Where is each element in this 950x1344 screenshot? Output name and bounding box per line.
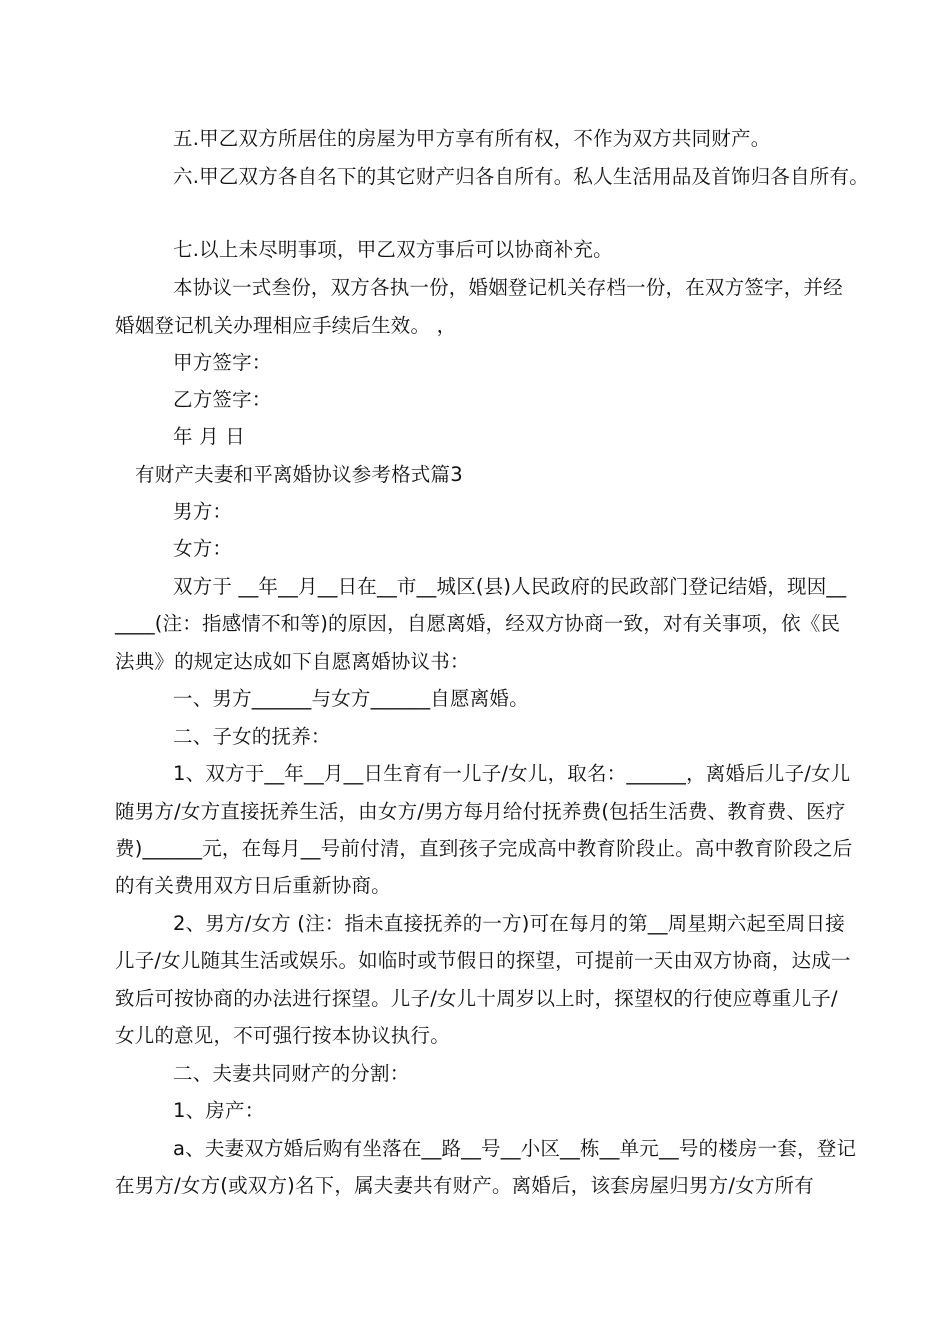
clause-6: 六.甲乙双方各自名下的其它财产归各自所有。私人生活用品及首饰归各自所有。 [173, 165, 869, 188]
child-item-1: 的有关费用双方日后重新协商。 [115, 874, 391, 897]
clause-child-custody: 二、子女的抚养： [173, 725, 331, 748]
child-item-1: 随男方/女方直接抚养生活，由女方/男方每月给付抚养费(包括生活费、教育费、医疗 [115, 800, 846, 823]
female-party: 女方： [173, 537, 233, 560]
intro-paragraph: 双方于 __年__月__日在__市__城区(县)人民政府的民政部门登记结婚，现因__ [173, 575, 847, 598]
clause-7: 七.以上未尽明事项，甲乙双方事后可以协商补充。 [173, 238, 613, 261]
intro-paragraph: ____(注：指感情不和等)的原因，自愿离婚，经双方协商一致，对有关事项，依《民 [115, 612, 841, 635]
property-item-a: a、夫妻双方婚后购有坐落在__路__号__小区__栋__单元__号的楼房一套，登记 [173, 1137, 857, 1160]
child-item-2: 儿子/女儿随其生活或娱乐。如临时或节假日的探望，可提前一天由双方协商，达成一 [115, 949, 851, 972]
party-b-signature: 乙方签字： [173, 388, 272, 411]
agreement-copies: 本协议一式叁份，双方各执一份，婚姻登记机关存档一份，在双方签字，并经 [173, 276, 843, 299]
property-item-a: 在男方/女方(或双方)名下，属夫妻共有财产。离婚后，该套房屋归男方/女方所有 [115, 1174, 814, 1197]
male-party: 男方： [173, 500, 233, 523]
date-line: 年 月 日 [173, 425, 245, 448]
property-house: 1、房产： [173, 1099, 265, 1122]
section-title: 有财产夫妻和平离婚协议参考格式篇3 [135, 463, 463, 486]
agreement-effective: 婚姻登记机关办理相应手续后生效。 ， [115, 314, 457, 337]
child-item-1: 1、双方于__年__月__日生育有一儿子/女儿，取名：______，离婚后儿子/女儿 [173, 762, 851, 785]
child-item-2: 女儿的意见，不可强行按本协议执行。 [115, 1024, 450, 1047]
clause-property: 二、夫妻共同财产的分割： [173, 1062, 410, 1085]
clause-5: 五.甲乙双方所居住的房屋为甲方享有所有权，不作为双方共同财产。 [173, 127, 771, 150]
clause-divorce: 一、男方______与女方______自愿离婚。 [173, 687, 529, 710]
child-item-2: 致后可按协商的办法进行探望。儿子/女儿十周岁以上时，探望权的行使应尊重儿子/ [115, 987, 838, 1010]
party-a-signature: 甲方签字： [173, 351, 272, 374]
intro-paragraph: 法典》的规定达成如下自愿离婚协议书： [115, 650, 470, 673]
child-item-1: 费)______元，在每月__号前付清，直到孩子完成高中教育阶段止。高中教育阶段之后 [115, 837, 853, 860]
child-item-2: 2、男方/女方 (注：指未直接抚养的一方)可在每月的第__周星期六起至周日接 [173, 912, 845, 935]
